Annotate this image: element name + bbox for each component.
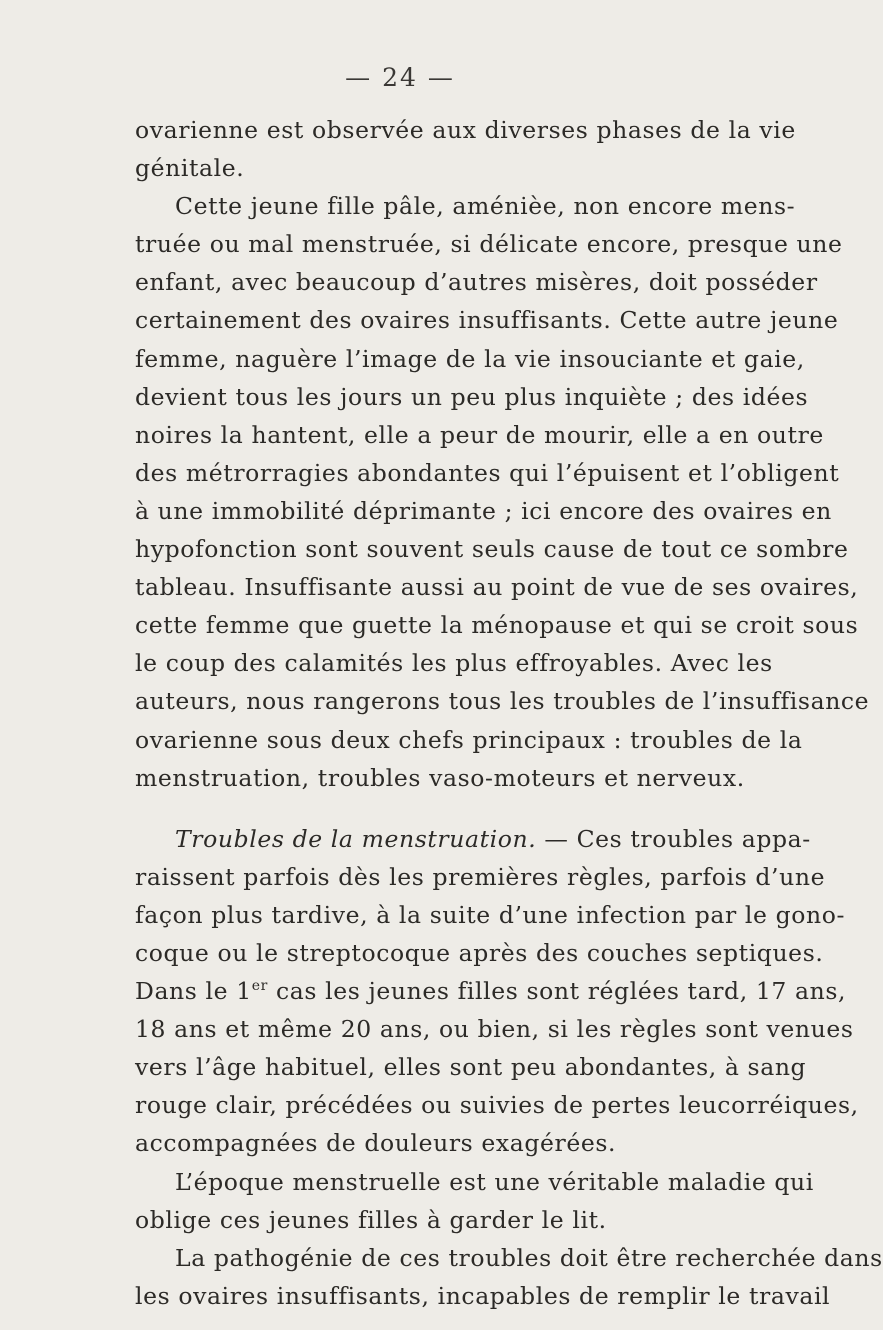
text-line: Cette jeune fille pâle, aménièe, non encore mens-: [175, 192, 796, 221]
text-fragment: cas les jeunes filles sont réglées tard, 17 ans,: [267, 977, 847, 1006]
text-line: oblige ces jeunes filles à garder le lit.: [135, 1205, 607, 1234]
text-line: génitale.: [135, 154, 245, 183]
text-line: à une immobilité déprimante ; ici encore des ovaires en: [135, 496, 832, 525]
text-line: truée ou mal menstruée, si délicate encore, presque une: [135, 230, 843, 259]
text-line: façon plus tardive, à la suite d’une infection par le gono-: [135, 900, 845, 929]
section-heading: Troubles de la menstruation.: [175, 824, 537, 853]
text-line: certainement des ovaires insuffisants. Cette autre jeune: [135, 306, 839, 335]
text-line: noires la hantent, elle a peur de mourir, elle a en outre: [135, 420, 824, 449]
text-line: L’époque menstruelle est une véritable maladie qui: [175, 1167, 814, 1196]
page-number: — 24 —: [345, 63, 455, 92]
text-line: le coup des calamités les plus effroyables. Avec les: [135, 649, 773, 678]
body-text: [135, 111, 883, 1315]
text-line: ovarienne est observée aux diverses phases de la vie: [135, 116, 796, 144]
text-line: menstruation, troubles vaso-moteurs et nerveux.: [135, 763, 745, 792]
text-line: La pathogénie de ces troubles doit être recherchée dans: [175, 1243, 883, 1272]
text-line: ovarienne sous deux chefs principaux : troubles de la: [135, 725, 803, 754]
text-line: hypofonction sont souvent seuls cause de tout ce sombre: [135, 535, 849, 564]
text-line: les ovaires insuffisants, incapables de remplir le travail: [135, 1281, 831, 1310]
text-line: enfant, avec beaucoup d’autres misères, doit posséder: [135, 268, 818, 297]
text-line: des métrorragies abondantes qui l’épuisent et l’obligent: [135, 458, 840, 487]
paragraph-5: [135, 1239, 883, 1315]
paragraph-1: [135, 111, 796, 187]
text-fragment: Dans le 1: [135, 977, 252, 1006]
paragraph-2: [135, 187, 870, 797]
paragraph-4: [135, 1163, 814, 1239]
text-line: femme, naguère l’image de la vie insouciante et gaie,: [135, 344, 805, 373]
text-line: [135, 972, 847, 1010]
paragraph-3: [135, 820, 859, 1163]
text-line: vers l’âge habituel, elles sont peu abondantes, à sang: [135, 1053, 807, 1082]
text-line: accompagnées de douleurs exagérées.: [135, 1129, 617, 1158]
text-line: rouge clair, précédées ou suivies de pertes leucorréiques,: [135, 1091, 859, 1120]
text-line: auteurs, nous rangerons tous les troubles de l’insuffisance: [135, 687, 870, 716]
text-line: [135, 820, 811, 858]
text-line: 18 ans et même 20 ans, ou bien, si les règles sont venues: [135, 1015, 854, 1044]
superscript: er: [251, 978, 268, 995]
text-line: cette femme que guette la ménopause et qui se croit sous: [135, 611, 859, 640]
paragraph-spacer: [135, 797, 743, 820]
text-line: devient tous les jours un peu plus inquiète ; des idées: [135, 382, 809, 411]
text-line: tableau. Insuffisante aussi au point de vue de ses ovaires,: [135, 573, 859, 602]
text-line: raissent parfois dès les premières règles, parfois d’une: [135, 862, 826, 891]
text-fragment: — Ces troubles appa-: [536, 824, 811, 853]
text-line: coque ou le streptocoque après des couches septiques.: [135, 938, 824, 967]
